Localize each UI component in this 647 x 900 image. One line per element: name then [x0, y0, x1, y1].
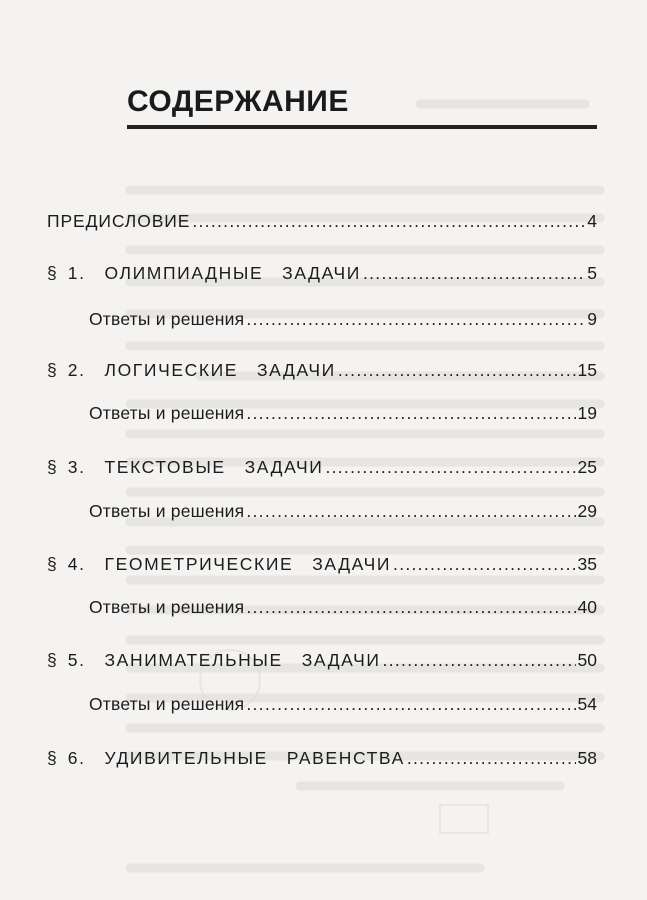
toc-entry-label: § 6. УДИВИТЕЛЬНЫЕ РАВЕНСТВА: [47, 748, 405, 768]
contents-heading: [127, 84, 597, 130]
toc-leader-dots: [246, 400, 575, 426]
toc-entry-label: § 2. ЛОГИЧЕСКИЕ ЗАДАЧИ: [47, 360, 336, 380]
toc-page-number: 50: [577, 650, 597, 670]
toc-leader-dots: [246, 306, 585, 332]
toc-page-number: 40: [577, 597, 597, 617]
toc-page-number: 15: [577, 360, 597, 380]
toc-leader-dots: [393, 551, 576, 577]
toc-entry-answers-2[interactable]: [89, 400, 597, 426]
toc-page-number: 4: [587, 211, 597, 231]
toc-entry-label: Ответы и решения: [89, 501, 245, 521]
toc-entry-section-4[interactable]: [47, 551, 597, 577]
toc-entry-label: § 5. ЗАНИМАТЕЛЬНЫЕ ЗАДАЧИ: [47, 650, 381, 670]
toc-page-number: 58: [577, 748, 597, 768]
contents-title: СОДЕРЖАНИЕ: [127, 85, 349, 118]
toc-leader-dots: [192, 208, 585, 234]
toc-entry-label: § 1. ОЛИМПИАДНЫЕ ЗАДАЧИ: [47, 263, 361, 283]
toc-page-number: 35: [577, 554, 597, 574]
toc-leader-dots: [363, 260, 585, 286]
toc-entry-label: § 3. ТЕКСТОВЫЕ ЗАДАЧИ: [47, 457, 324, 477]
toc-page-number: 54: [577, 694, 597, 714]
toc-entry-section-3[interactable]: [47, 454, 597, 480]
toc-entry-label: Ответы и решения: [89, 597, 245, 617]
toc-page-number: 5: [587, 263, 597, 283]
toc-leader-dots: [325, 454, 575, 480]
toc-page-number: 25: [577, 457, 597, 477]
heading-underline: [127, 125, 597, 129]
toc-entry-label: Ответы и решения: [89, 403, 245, 423]
toc-leader-dots: [338, 357, 576, 383]
toc-entry-preface[interactable]: [47, 208, 597, 234]
toc-entry-label: Ответы и решения: [89, 309, 245, 329]
toc-entry-section-6[interactable]: [47, 745, 597, 771]
toc-page-number: 29: [577, 501, 597, 521]
toc-entry-section-1[interactable]: [47, 260, 597, 286]
toc-leader-dots: [246, 594, 575, 620]
toc-entry-label: Ответы и решения: [89, 694, 245, 714]
toc-entry-label: ПРЕДИСЛОВИЕ: [47, 211, 191, 231]
toc-entry-label: § 4. ГЕОМЕТРИЧЕСКИЕ ЗАДАЧИ: [47, 554, 392, 574]
toc-leader-dots: [407, 745, 576, 771]
toc-leader-dots: [383, 647, 576, 673]
toc-entry-answers-5[interactable]: [89, 691, 597, 717]
toc-leader-dots: [246, 498, 575, 524]
toc-entry-section-5[interactable]: [47, 647, 597, 673]
toc-entry-section-2[interactable]: [47, 357, 597, 383]
toc-entry-answers-1[interactable]: [89, 306, 597, 332]
toc-entry-answers-3[interactable]: [89, 498, 597, 524]
toc-page-number: 19: [577, 403, 597, 423]
toc-page-number: 9: [587, 309, 597, 329]
toc-leader-dots: [246, 691, 575, 717]
toc-entry-answers-4[interactable]: [89, 594, 597, 620]
